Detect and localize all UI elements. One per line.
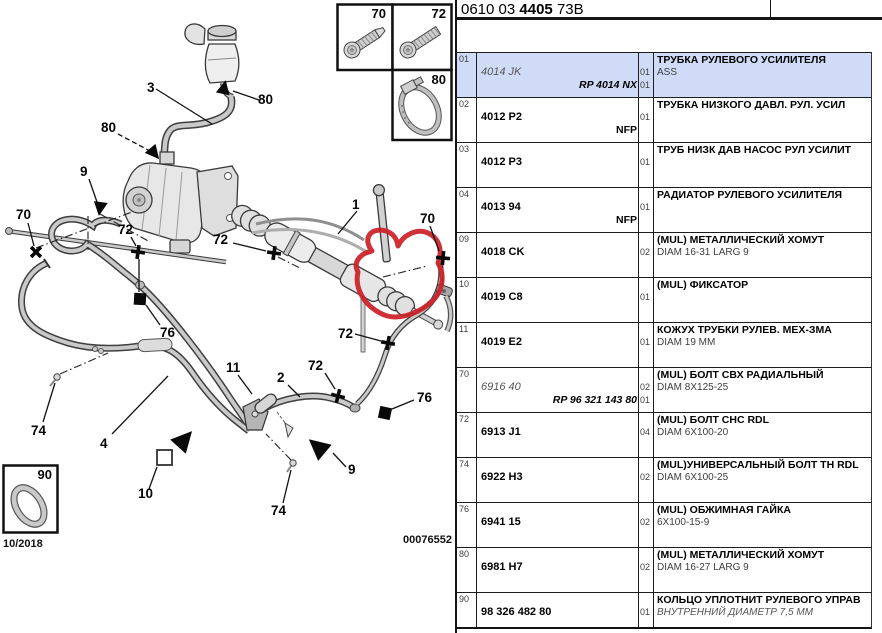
callout-76[interactable]: 76 — [417, 390, 433, 405]
parts-table — [455, 0, 882, 633]
part-spec: DIAM 6X100-25 — [657, 472, 729, 483]
row-ref: 02 — [459, 99, 470, 109]
row-ref: 11 — [459, 324, 469, 334]
callout-74[interactable]: 74 — [271, 503, 287, 518]
inset-label-70: 70 — [371, 6, 386, 21]
part-number: 6922 H3 — [481, 471, 523, 483]
part-number: 6913 J1 — [481, 426, 521, 438]
callout-1[interactable]: 1 — [352, 197, 360, 212]
fluid-reservoir — [185, 24, 239, 97]
row-ref: 72 — [459, 414, 470, 424]
header-code-suffix: 73B — [556, 1, 584, 18]
callout-80[interactable]: 80 — [258, 92, 274, 107]
table-row[interactable] — [457, 277, 872, 322]
part-spec: ВНУТРЕННИЙ ДИАМЕТР 7,5 ММ — [657, 607, 814, 618]
part-description: РАДИАТОР РУЛЕВОГО УСИЛИТЕЛЯ — [657, 189, 843, 201]
part-spec: 6X100-15-9 — [657, 517, 710, 528]
inset-box-oring-90 — [4, 466, 58, 534]
part-number: 4013 94 — [481, 201, 521, 213]
part-description: ТРУБКА РУЛЕВОГО УСИЛИТЕЛЯ — [657, 54, 826, 66]
part-description: (MUL)УНИВЕРСАЛЬНЫЙ БОЛТ TH RDL — [657, 459, 859, 471]
row-ref: 09 — [459, 234, 470, 244]
suction-hose — [163, 97, 232, 159]
part-number: 4014 JK — [481, 66, 522, 78]
callout-70[interactable]: 70 — [420, 211, 436, 226]
row-ref: 10 — [459, 279, 470, 289]
header-divider — [770, 0, 771, 17]
callout-72[interactable]: 72 — [338, 326, 354, 341]
inset-label-80: 80 — [431, 72, 446, 87]
parts-table-rows — [457, 52, 872, 629]
part-number: 4019 C8 — [481, 291, 523, 303]
part-number: 4012 P2 — [481, 111, 522, 123]
table-row[interactable] — [457, 592, 872, 629]
callout-10[interactable]: 10 — [138, 486, 154, 501]
arrow-marker — [170, 424, 200, 454]
part-description: КОЖУХ ТРУБКИ РУЛЕВ. МЕХ-ЗМА — [657, 324, 832, 336]
quantity: 02 — [640, 472, 651, 482]
replacement-number: RP 96 321 143 80 — [552, 394, 637, 406]
part-description: (MUL) ОБЖИМНАЯ ГАЙКА — [657, 504, 791, 516]
axis-line — [266, 434, 291, 460]
quantity: 02 — [640, 517, 651, 527]
table-row[interactable] — [457, 412, 872, 457]
inset-label-72: 72 — [431, 6, 446, 21]
callout-80[interactable]: 80 — [101, 120, 117, 135]
row-ref: 80 — [459, 549, 470, 559]
quantity: 01 — [640, 292, 651, 302]
callout-72[interactable]: 72 — [308, 358, 324, 373]
table-row[interactable] — [457, 322, 872, 367]
part-number: 6916 40 — [481, 381, 521, 393]
part-description: (MUL) ФИКСАТОР — [657, 279, 749, 291]
replacement-number: NFP — [616, 124, 637, 136]
quantity-2: 01 — [640, 80, 651, 90]
part-number: 4018 CK — [481, 246, 525, 258]
quantity: 02 — [640, 247, 651, 257]
row-ref: 04 — [459, 189, 470, 199]
callout-11[interactable]: 11 — [226, 360, 241, 375]
part-description: (MUL) МЕТАЛЛИЧЕСКИЙ ХОМУТ — [657, 234, 825, 246]
part-spec: DIAM 16-31 LARG 9 — [657, 247, 749, 258]
part-description: КОЛЬЦО УПЛОТНИТ РУЛЕВОГО УПРАВ — [657, 594, 861, 606]
part-number: 4019 E2 — [481, 336, 522, 348]
table-row[interactable] — [457, 187, 872, 232]
table-row[interactable] — [457, 367, 872, 412]
part-description: (MUL) БОЛТ СВХ РАДИАЛЬНЫЙ — [657, 369, 824, 381]
replacement-number: NFP — [616, 214, 637, 226]
quantity: 02 — [640, 382, 651, 392]
callout-3[interactable]: 3 — [147, 80, 155, 95]
table-row[interactable] — [457, 457, 872, 502]
quantity: 01 — [640, 607, 651, 617]
date-stamp: 10/2018 — [3, 538, 43, 550]
part-description: ТРУБ НИЗК ДАВ НАСОС РУЛ УСИЛИТ — [657, 144, 852, 156]
part-description: (MUL) МЕТАЛЛИЧЕСКИЙ ХОМУТ — [657, 549, 825, 561]
callout-4[interactable]: 4 — [100, 436, 108, 451]
part-number: 4012 P3 — [481, 156, 522, 168]
row-ref: 90 — [459, 594, 470, 604]
table-row[interactable] — [457, 232, 872, 277]
part-spec: DIAM 6X100-20 — [657, 427, 729, 438]
table-row[interactable] — [457, 52, 872, 97]
part-number: 98 326 482 80 — [481, 606, 552, 618]
table-row[interactable] — [457, 97, 872, 142]
table-row[interactable] — [457, 547, 872, 592]
part-description: (MUL) БОЛТ CHC RDL — [657, 414, 770, 426]
part-spec: DIAM 16-27 LARG 9 — [657, 562, 749, 573]
row-ref: 74 — [459, 459, 470, 469]
inset-box-bolt-70 — [338, 5, 393, 71]
row-ref: 01 — [459, 54, 470, 64]
quantity: 04 — [640, 427, 651, 437]
callout-9[interactable]: 9 — [80, 164, 88, 179]
row-ref: 70 — [459, 369, 470, 379]
part-number: 6941 15 — [481, 516, 521, 528]
quantity: 02 — [640, 562, 651, 572]
steering-input-shaft — [373, 184, 392, 262]
quantity-2: 01 — [640, 395, 651, 405]
axis-line — [60, 353, 108, 374]
quantity: 01 — [640, 337, 651, 347]
callout-9[interactable]: 9 — [348, 462, 356, 477]
quantity: 01 — [640, 67, 651, 77]
callout-76[interactable]: 76 — [160, 325, 176, 340]
part-spec: DIAM 8X125-25 — [657, 382, 729, 393]
open-square-marker — [157, 450, 172, 465]
callout-72[interactable]: 72 — [213, 232, 229, 247]
replacement-number: RP 4014 NX — [579, 79, 637, 91]
quantity: 01 — [640, 157, 651, 167]
row-ref: 03 — [459, 144, 470, 154]
table-row[interactable] — [457, 502, 872, 547]
quantity: 01 — [640, 112, 651, 122]
inset-label-90: 90 — [37, 467, 52, 482]
part-description: ТРУБКА НИЗКОГО ДАВЛ. РУЛ. УСИЛ — [657, 99, 846, 111]
part-number: 6981 H7 — [481, 561, 523, 573]
inset-box-clamp-80 — [389, 70, 452, 143]
drawing-number: 00076552 — [403, 534, 452, 546]
table-row[interactable] — [457, 142, 872, 187]
part-spec: DIAM 19 MM — [657, 337, 716, 348]
callout-72[interactable]: 72 — [118, 222, 134, 237]
axis-line — [383, 266, 427, 277]
quantity: 01 — [640, 202, 651, 212]
catalog-header — [457, 0, 882, 20]
header-code-prefix: 0610 03 — [461, 1, 516, 18]
part-spec: ASS — [657, 67, 678, 78]
square-marker — [134, 293, 147, 306]
callout-74[interactable]: 74 — [31, 423, 47, 438]
arrow-marker — [302, 431, 332, 461]
rack-stud — [361, 298, 365, 352]
header-code-main: 4405 — [519, 1, 553, 18]
inset-box-bolt-72 — [393, 5, 452, 71]
square-marker — [378, 406, 392, 420]
row-ref: 76 — [459, 504, 470, 514]
callout-70[interactable]: 70 — [16, 207, 32, 222]
callout-2[interactable]: 2 — [277, 370, 285, 385]
